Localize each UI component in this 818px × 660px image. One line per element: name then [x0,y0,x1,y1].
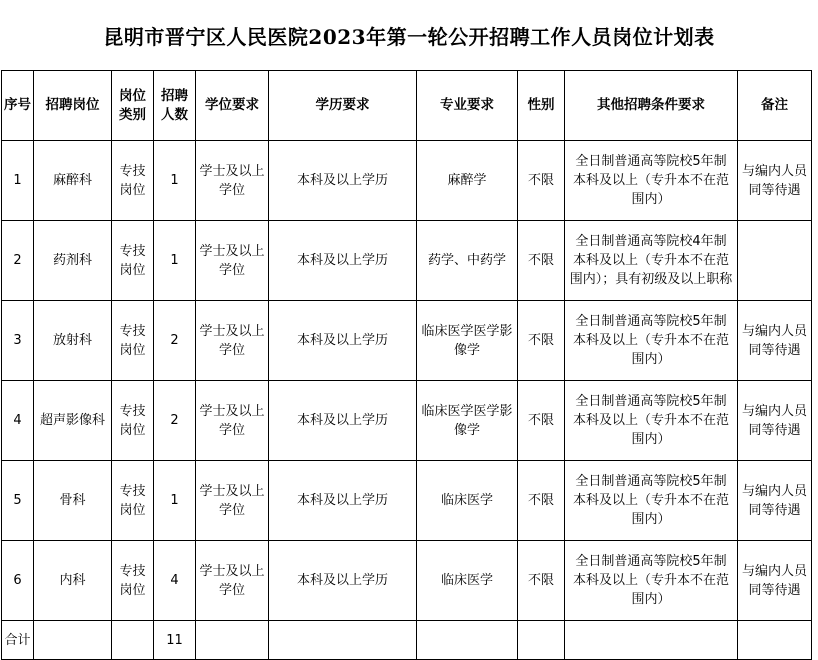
cell-count: 1 [154,141,196,221]
cell-post: 药剂科 [34,221,112,301]
cell-other: 全日制普通高等院校5年制本科及以上（专升本不在范围内） [565,381,738,461]
cell-type: 专技岗位 [112,381,154,461]
cell-remark: 与编内人员同等待遇 [738,541,812,621]
cell-other: 全日制普通高等院校5年制本科及以上（专升本不在范围内） [565,141,738,221]
page-title: 昆明市晋宁区人民医院2023年第一轮公开招聘工作人员岗位计划表 [103,24,715,49]
cell-education: 本科及以上学历 [269,381,417,461]
cell-seq: 5 [2,461,34,541]
cell-education: 本科及以上学历 [269,541,417,621]
total-empty [34,621,112,660]
cell-degree: 学士及以上学位 [196,301,269,381]
cell-degree: 学士及以上学位 [196,221,269,301]
cell-major: 临床医学 [417,541,518,621]
cell-gender: 不限 [518,221,565,301]
cell-other: 全日制普通高等院校5年制本科及以上（专升本不在范围内） [565,301,738,381]
cell-other: 全日制普通高等院校5年制本科及以上（专升本不在范围内） [565,461,738,541]
cell-seq: 4 [2,381,34,461]
table-row [2,221,812,301]
cell-education: 本科及以上学历 [269,141,417,221]
header-major: 专业要求 [417,71,518,141]
cell-gender: 不限 [518,141,565,221]
total-empty [738,621,812,660]
cell-post: 骨科 [34,461,112,541]
cell-major: 药学、中药学 [417,221,518,301]
cell-count: 2 [154,381,196,461]
cell-major: 临床医学医学影像学 [417,301,518,381]
cell-post: 麻醉科 [34,141,112,221]
cell-gender: 不限 [518,301,565,381]
cell-major: 临床医学 [417,461,518,541]
total-empty [112,621,154,660]
cell-other: 全日制普通高等院校4年制本科及以上（专升本不在范围内）；具有初级及以上职称 [565,221,738,301]
total-empty [196,621,269,660]
header-remark: 备注 [738,71,812,141]
cell-post: 内科 [34,541,112,621]
header-type: 岗位类别 [112,71,154,141]
table-row [2,541,812,621]
cell-degree: 学士及以上学位 [196,141,269,221]
cell-post: 放射科 [34,301,112,381]
cell-degree: 学士及以上学位 [196,461,269,541]
cell-degree: 学士及以上学位 [196,541,269,621]
cell-seq: 3 [2,301,34,381]
cell-post: 超声影像科 [34,381,112,461]
cell-type: 专技岗位 [112,541,154,621]
cell-remark: 与编内人员同等待遇 [738,141,812,221]
header-other: 其他招聘条件要求 [565,71,738,141]
cell-gender: 不限 [518,541,565,621]
total-label: 合计 [2,621,34,660]
cell-type: 专技岗位 [112,461,154,541]
recruitment-table [1,70,812,660]
cell-remark: 与编内人员同等待遇 [738,461,812,541]
total-empty [565,621,738,660]
total-empty [417,621,518,660]
total-count: 11 [154,621,196,660]
header-seq: 序号 [2,71,34,141]
cell-major: 临床医学医学影像学 [417,381,518,461]
cell-gender: 不限 [518,461,565,541]
cell-remark [738,221,812,301]
cell-education: 本科及以上学历 [269,221,417,301]
cell-count: 4 [154,541,196,621]
total-row [2,621,812,660]
table-row [2,381,812,461]
cell-type: 专技岗位 [112,221,154,301]
cell-other: 全日制普通高等院校5年制本科及以上（专升本不在范围内） [565,541,738,621]
header-degree: 学位要求 [196,71,269,141]
cell-count: 1 [154,461,196,541]
cell-seq: 1 [2,141,34,221]
cell-remark: 与编内人员同等待遇 [738,301,812,381]
cell-gender: 不限 [518,381,565,461]
cell-seq: 6 [2,541,34,621]
table-header-row [2,71,812,141]
header-post: 招聘岗位 [34,71,112,141]
cell-major: 麻醉学 [417,141,518,221]
cell-remark: 与编内人员同等待遇 [738,381,812,461]
header-gender: 性别 [518,71,565,141]
header-education: 学历要求 [269,71,417,141]
total-empty [518,621,565,660]
table-row [2,301,812,381]
table-row [2,141,812,221]
cell-count: 2 [154,301,196,381]
table-row [2,461,812,541]
cell-count: 1 [154,221,196,301]
cell-degree: 学士及以上学位 [196,381,269,461]
cell-seq: 2 [2,221,34,301]
cell-type: 专技岗位 [112,301,154,381]
cell-education: 本科及以上学历 [269,461,417,541]
header-count: 招聘人数 [154,71,196,141]
cell-type: 专技岗位 [112,141,154,221]
total-empty [269,621,417,660]
cell-education: 本科及以上学历 [269,301,417,381]
